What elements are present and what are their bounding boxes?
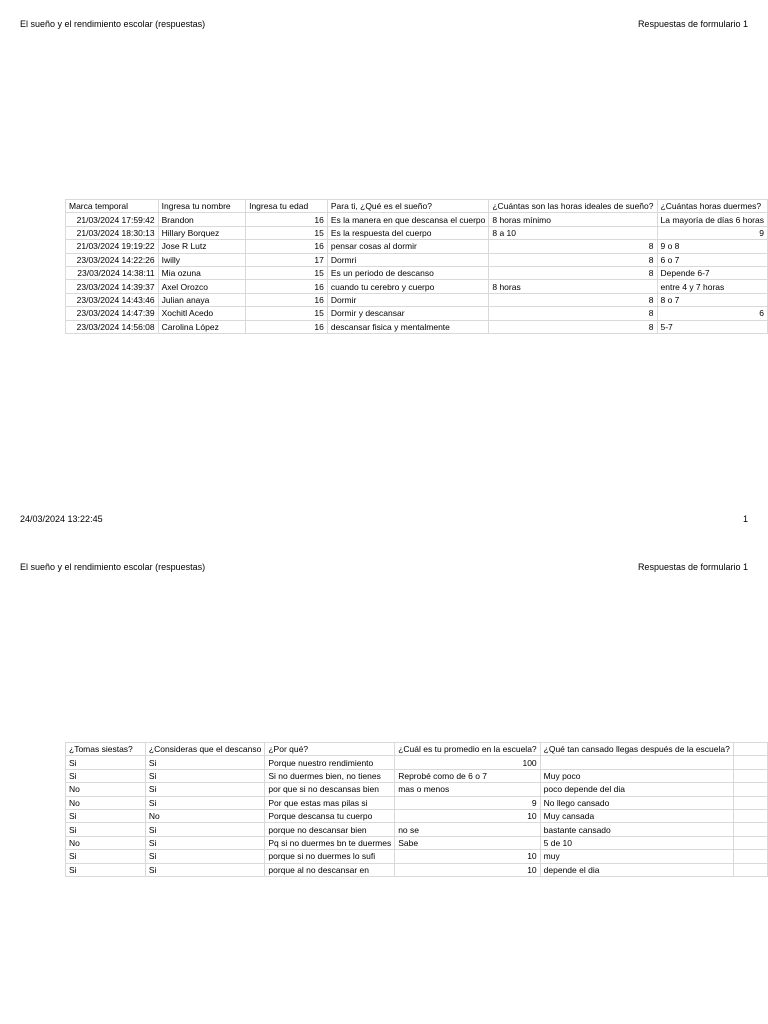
table-cell: Si [66,823,146,836]
table-cell: Hillary Borquez [158,226,245,239]
table-row [66,213,768,226]
table-cell: No [66,783,146,796]
table-cell: Iwilly [158,253,245,266]
table-cell: 21/03/2024 19:19:22 [66,240,159,253]
table-cell: Si [145,796,264,809]
table-cell: entre 4 y 7 horas [657,280,768,293]
table-cell: por que si no descansas bien [265,783,395,796]
column-header: ¿Consideras que el descanso [145,743,264,756]
table-cell: 8 horas [489,280,657,293]
table-cell: 10 [395,809,540,822]
table-cell: Muy cansada [540,809,733,822]
table-cell: No [66,796,146,809]
responses-table-1 [65,199,768,334]
table-row [66,796,768,809]
table-cell: 9 o 8 [657,240,768,253]
table-cell: Dormri [327,253,489,266]
table-cell: 8 a 10 [489,226,657,239]
table-cell: muy [540,850,733,863]
table-row [66,293,768,306]
page-footer-page-number: 1 [742,514,748,524]
table-row [66,823,768,836]
page-header-title: El sueño y el rendimiento escolar (respuestas) [20,19,206,29]
table-cell: Si [145,783,264,796]
column-header: ¿Por qué? [265,743,395,756]
table-cell: 9 [657,226,768,239]
table-cell: 8 [489,307,657,320]
responses-table-2 [65,742,768,877]
table-cell: mas o menos [395,783,540,796]
table-row [66,809,768,822]
page-header-title: El sueño y el rendimiento escolar (respuestas) [20,562,206,572]
table-cell: Si [145,769,264,782]
table-row [66,756,768,769]
table-cell: 15 [246,307,328,320]
table-cell [733,783,767,796]
table-cell [733,823,767,836]
table-row [66,850,768,863]
table-cell: 10 [395,863,540,876]
table-cell: Xochitl Acedo [158,307,245,320]
table-row [66,320,768,333]
table-cell: 6 o 7 [657,253,768,266]
table-cell: 23/03/2024 14:56:08 [66,320,159,333]
table-cell: 5-7 [657,320,768,333]
table-cell: 23/03/2024 14:22:26 [66,253,159,266]
table-cell [733,796,767,809]
table-cell: 8 [489,266,657,279]
table-cell: 17 [246,253,328,266]
table-cell: Si [145,863,264,876]
table-cell: 8 [489,240,657,253]
table-cell: Si [145,850,264,863]
table-cell: Brandon [158,213,245,226]
table-cell: Porque descansa tu cuerpo [265,809,395,822]
table-row [66,863,768,876]
table-cell: 6 [657,307,768,320]
table-cell: 16 [246,293,328,306]
table-cell: 23/03/2024 14:39:37 [66,280,159,293]
column-header: ¿Qué tan cansado llegas después de la escuela? [540,743,733,756]
column-header: Ingresa tu nombre [158,200,245,213]
table-cell: Si [66,850,146,863]
table-cell: no se [395,823,540,836]
table-row [66,307,768,320]
table-cell: porque no descansar bien [265,823,395,836]
table-cell [733,809,767,822]
table-cell: 5 de 10 [540,836,733,849]
table-cell: Por que estas mas pilas si [265,796,395,809]
table-cell: Si [145,756,264,769]
table-cell: Si [66,809,146,822]
table-cell: descansar fisica y mentalmente [327,320,489,333]
table-cell [733,863,767,876]
table-cell: Muy poco [540,769,733,782]
table-cell: 9 [395,796,540,809]
table-row [66,240,768,253]
table-cell: 8 horas mínimo [489,213,657,226]
table-cell: depende el dia [540,863,733,876]
column-header: ¿Tomas siestas? [66,743,146,756]
table-cell: 16 [246,280,328,293]
table-cell: No [66,836,146,849]
table-cell: No [145,809,264,822]
table-cell: 15 [246,226,328,239]
table-cell: 100 [395,756,540,769]
table-row [66,266,768,279]
table-cell: Mia ozuna [158,266,245,279]
table-cell: 21/03/2024 17:59:42 [66,213,159,226]
column-header [733,743,767,756]
table-cell: 16 [246,320,328,333]
page-header-sheet-name: Respuestas de formulario 1 [637,19,748,29]
table-cell: porque al no descansar en [265,863,395,876]
table-row [66,836,768,849]
table-cell: No llego cansado [540,796,733,809]
table-cell [733,850,767,863]
column-header: Para ti, ¿Qué es el sueño? [327,200,489,213]
table-cell: 16 [246,240,328,253]
table-header-row [66,200,768,213]
table-cell: 16 [246,213,328,226]
table-cell: 23/03/2024 14:38:11 [66,266,159,279]
table-cell: Pq si no duermes bn te duermes [265,836,395,849]
table-row [66,226,768,239]
table-cell: Reprobé como de 6 o 7 [395,769,540,782]
table-cell: poco depende del dia [540,783,733,796]
column-header: Marca temporal [66,200,159,213]
table-cell: Si [66,756,146,769]
table-cell [733,769,767,782]
table-cell: Si no duermes bien, no tienes [265,769,395,782]
column-header: ¿Cuál es tu promedio en la escuela? [395,743,540,756]
table-cell: 8 o 7 [657,293,768,306]
table-cell: Sabe [395,836,540,849]
table-cell: cuando tu cerebro y cuerpo [327,280,489,293]
table-cell: 8 [489,253,657,266]
table-cell [733,756,767,769]
table-cell: Carolina López [158,320,245,333]
table-cell: pensar cosas al dormir [327,240,489,253]
table-cell: 15 [246,266,328,279]
table-cell: 8 [489,320,657,333]
table-cell: La mayoría de días 6 horas [657,213,768,226]
page-footer-timestamp: 24/03/2024 13:22:45 [20,514,103,524]
table-cell: Si [145,836,264,849]
table-row [66,769,768,782]
column-header: Ingresa tu edad [246,200,328,213]
table-cell: Si [66,863,146,876]
table-cell: Si [66,769,146,782]
table-cell: Axel Orozco [158,280,245,293]
table-cell: Dormir y descansar [327,307,489,320]
table-row [66,280,768,293]
column-header: ¿Cuántas horas duermes? [657,200,768,213]
table-cell: Es la respuesta del cuerpo [327,226,489,239]
table-cell: 21/03/2024 18:30:13 [66,226,159,239]
table-cell [733,836,767,849]
table-row [66,783,768,796]
page-header-sheet-name: Respuestas de formulario 1 [637,562,748,572]
table-cell: 23/03/2024 14:47:39 [66,307,159,320]
table-cell: 8 [489,293,657,306]
table-cell: Jose R Lutz [158,240,245,253]
table-cell [540,756,733,769]
table-cell: Dormir [327,293,489,306]
table-cell: Depende 6-7 [657,266,768,279]
table-cell: Si [145,823,264,836]
table-cell: 10 [395,850,540,863]
table-cell: Julian anaya [158,293,245,306]
table-cell: Es la manera en que descansa el cuerpo [327,213,489,226]
table-header-row [66,743,768,756]
column-header: ¿Cuántas son las horas ideales de sueño? [489,200,657,213]
table-cell: 23/03/2024 14:43:46 [66,293,159,306]
table-cell: bastante cansado [540,823,733,836]
table-cell: Es un periodo de descanso [327,266,489,279]
table-cell: Porque nuestro rendimiento [265,756,395,769]
table-cell: porque si no duermes lo sufi [265,850,395,863]
table-row [66,253,768,266]
